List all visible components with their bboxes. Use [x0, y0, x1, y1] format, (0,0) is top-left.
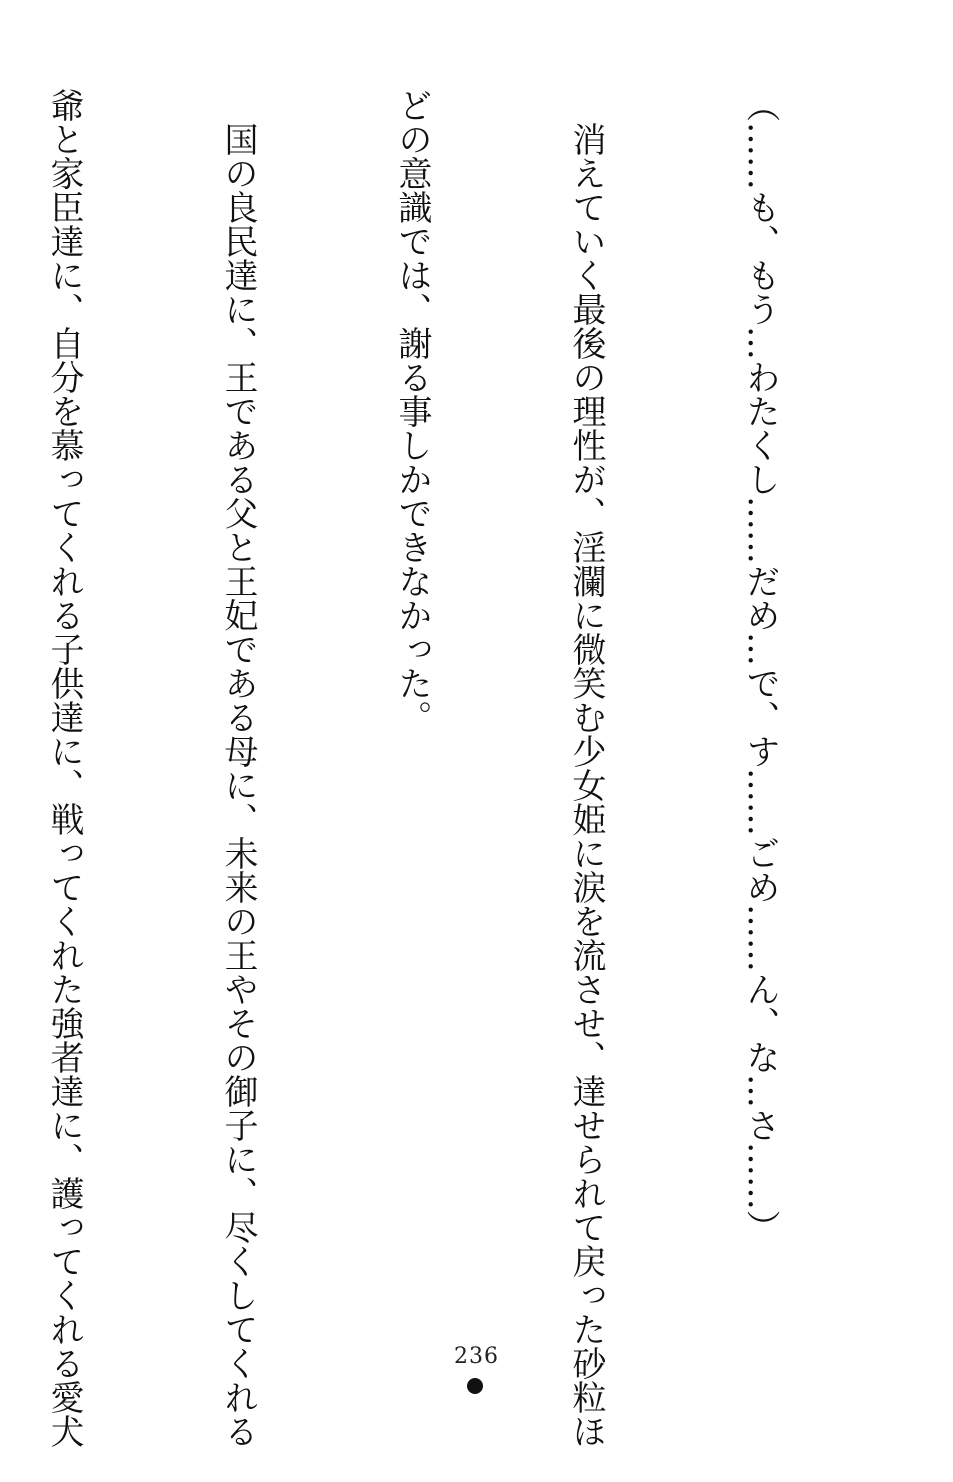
page-dot-icon	[467, 1378, 483, 1394]
text-line: 国の良民達に、王である父と王妃である母に、未来の王やその御子に、尽くしてくれる	[218, 88, 258, 1448]
page-number: 236	[454, 1344, 499, 1369]
text-line: 爺と家臣達に、自分を慕ってくれる子供達に、戦ってくれた強者達に、護ってくれる愛犬	[44, 88, 84, 1448]
text-line: 消えていく最後の理性が、淫瀾に微笑む少女姫に涙を流させ、達せられて戻った砂粒ほ	[566, 88, 606, 1448]
text-line: どの意識では、謝る事しかできなかった。	[392, 88, 432, 734]
text-line: （……も、もう…わたくし……だめ…で、す……ごめ……ん、な…さ……）	[740, 88, 780, 1244]
